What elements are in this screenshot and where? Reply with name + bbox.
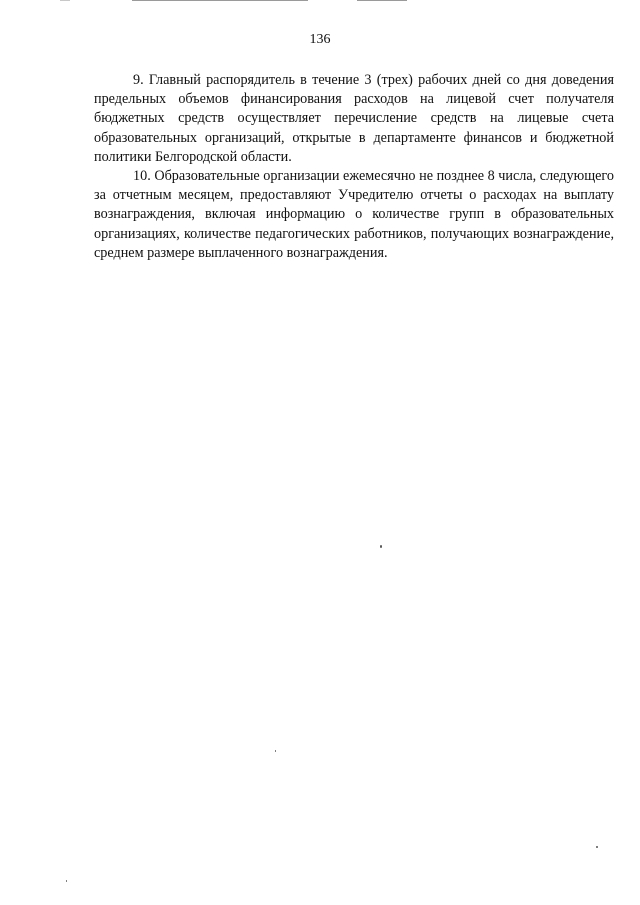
scan-speck bbox=[596, 846, 598, 848]
paragraph-10: 10. Образовательные организации ежемесячно не позднее 8 числа, следующего за отчетным месяцем, предоставляют Учредителю отчеты о расходах на выплату вознаграждения, включая информацию о количестве групп в образовательных организациях, количестве педагогических работников, получающих вознаграждение, среднем размере выплаченного вознаграждения. bbox=[94, 168, 614, 261]
scan-speck bbox=[380, 545, 382, 548]
scan-artifact-line bbox=[132, 0, 308, 1]
paragraph-9: 9. Главный распорядитель в течение 3 (трех) рабочих дней со дня доведения предельных объемов финансирования расходов на лицевой счет получателя бюджетных средств осуществляет перечисление средств на лицевые счета образовательных организаций, открытые в департаменте финансов и бюджетной политики Белгородской области. bbox=[94, 72, 614, 165]
scan-speck bbox=[66, 880, 67, 882]
scan-artifact-line bbox=[357, 0, 407, 1]
scan-speck bbox=[275, 750, 276, 752]
scan-artifact-line bbox=[60, 0, 70, 1]
page-number: 136 bbox=[309, 32, 331, 47]
document-body bbox=[94, 71, 614, 263]
